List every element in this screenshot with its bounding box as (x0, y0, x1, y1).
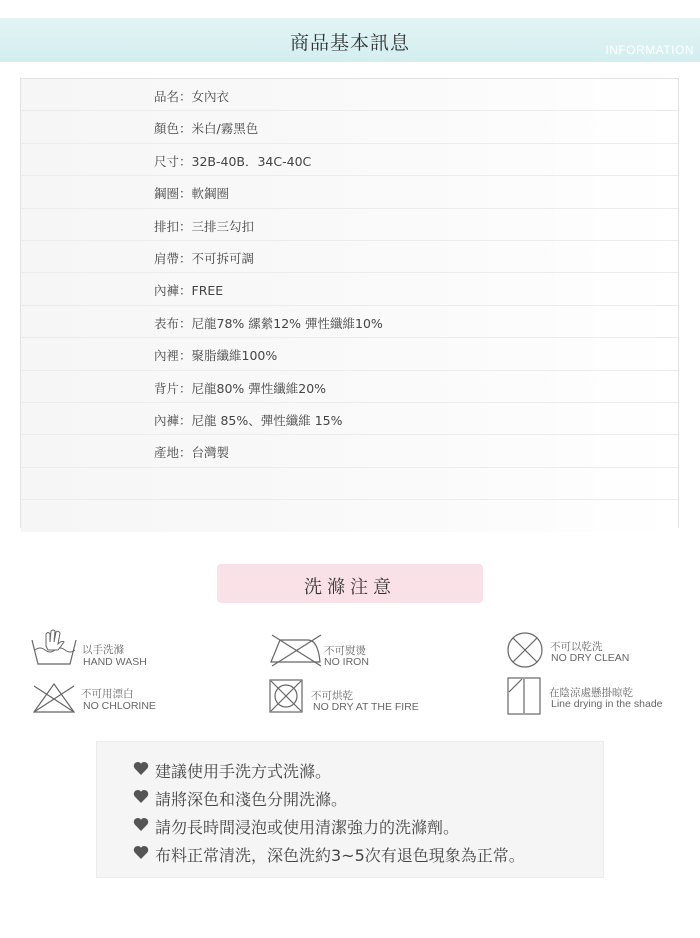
spec-text: 產地：台灣製 (154, 445, 230, 461)
care-item-no-tumble-dry (268, 678, 438, 722)
hand-wash-icon (30, 628, 80, 668)
care-en-label: NO IRON (324, 656, 369, 668)
care-title: 洗滌注意 (304, 577, 396, 598)
spec-row (21, 273, 678, 305)
spec-row (21, 111, 678, 143)
care-cn-label: 以手洗滌 (82, 644, 124, 656)
care-item-line-dry-shade (506, 676, 686, 720)
care-cn-label: 在陰涼處懸掛晾乾 (549, 687, 633, 699)
care-item-no-chlorine (30, 680, 200, 724)
spec-text: 排扣：三排三勾扣 (154, 218, 255, 234)
note-text: 請勿長時間浸泡或使用清潔強力的洗滌劑。 (155, 818, 460, 837)
heart-icon (133, 845, 149, 860)
spec-text: 鋼圈：軟鋼圈 (154, 186, 230, 202)
spec-row (21, 435, 678, 467)
care-item-hand-wash (30, 628, 200, 672)
care-header (217, 564, 483, 603)
spec-text: 品名：女內衣 (154, 89, 230, 104)
care-en-label: NO DRY AT THE FIRE (313, 701, 419, 713)
spec-row (21, 371, 678, 403)
no-dry-clean-icon (506, 630, 546, 670)
care-cn-label: 不可烘乾 (311, 690, 353, 702)
spec-text: 表布：尼龍78% 縲縈12% 彈性纖維10% (154, 315, 383, 331)
heart-icon (133, 761, 149, 776)
care-cn-label: 不可用漂白 (81, 688, 134, 700)
spec-table (20, 78, 679, 528)
spec-row (21, 144, 678, 176)
info-header (0, 18, 700, 62)
spec-row (21, 338, 678, 370)
no-tumble-dry-icon (268, 678, 306, 716)
spec-text: 內褲：尼龍 85%、彈性纖維 15% (154, 412, 343, 428)
spec-row (21, 306, 678, 338)
info-title: 商品基本訊息 (289, 32, 410, 54)
spec-row (21, 79, 678, 111)
spec-row (21, 403, 678, 435)
care-item-no-iron (268, 632, 428, 676)
no-chlorine-icon (30, 680, 78, 716)
spec-text: 內褲：FREE (154, 283, 224, 299)
care-en-label: NO CHLORINE (83, 700, 156, 712)
info-subtitle: INFORMATION (605, 43, 694, 57)
no-iron-icon (268, 632, 323, 668)
spec-row (21, 500, 678, 532)
note-text: 建議使用手洗方式洗滌。 (155, 762, 332, 781)
care-en-label: NO DRY CLEAN (551, 652, 630, 664)
note-text: 請將深色和淺色分開洗滌。 (155, 790, 348, 809)
care-en-label: HAND WASH (83, 656, 147, 668)
heart-icon (133, 817, 149, 832)
spec-row (21, 209, 678, 241)
care-en-label: Line drying in the shade (551, 698, 663, 710)
care-cn-label: 不可熨燙 (324, 645, 366, 657)
care-item-no-dry-clean (506, 630, 676, 674)
spec-text: 顏色：米白/霧黑色 (154, 121, 259, 137)
spec-text: 尺寸：32B-40B．34C-40C (154, 153, 312, 169)
spec-text: 背片：尼龍80% 彈性纖維20% (154, 380, 327, 396)
spec-text: 肩帶：不可拆可調 (154, 250, 255, 266)
note-text: 布料正常清洗，深色洗約3~5次有退色現象為正常。 (155, 846, 525, 865)
care-cn-label: 不可以乾洗 (550, 641, 603, 653)
spec-text: 內裡：聚脂纖維100% (154, 348, 278, 364)
heart-icon (133, 789, 149, 804)
spec-row (21, 176, 678, 208)
notes-box (96, 741, 604, 878)
spec-row (21, 241, 678, 273)
spec-row (21, 468, 678, 500)
line-dry-shade-icon (506, 676, 542, 716)
